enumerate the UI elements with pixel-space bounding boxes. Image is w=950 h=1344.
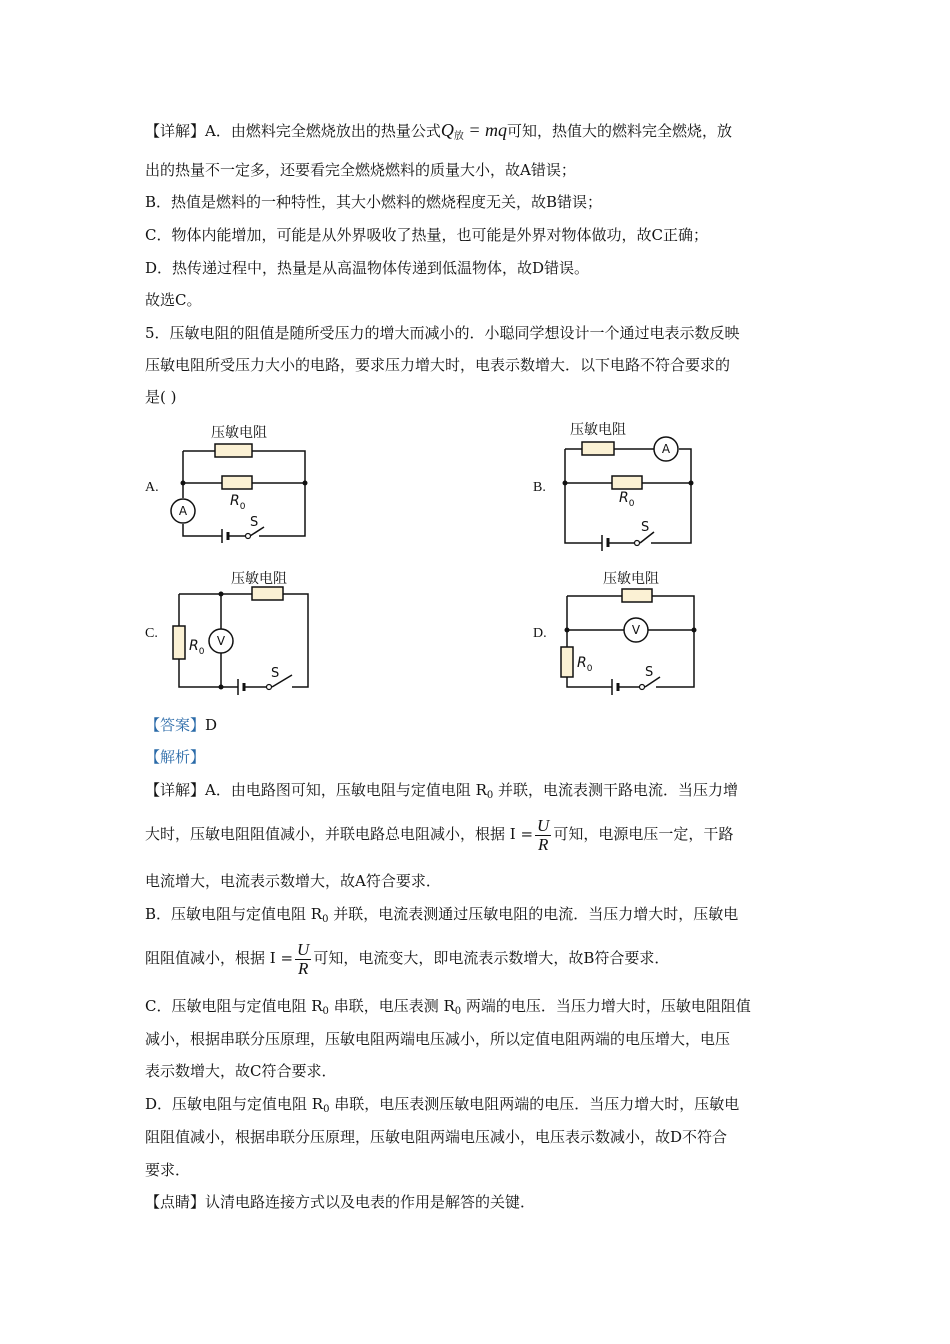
tip-line: 【点睛】认清电路连接方式以及电表的作用是解答的关键．: [145, 1193, 536, 1211]
r0-label-b: $R_0$: [619, 490, 635, 509]
detail-a-line-2: 大时，压敏电阻阻值减小，并联电路总电阻减小，根据 I = $\frac{U}{R}$ 可知，电源电压一定，干路: [145, 815, 734, 854]
ammeter-a: A: [178, 504, 188, 518]
ammeter-b: A: [661, 442, 671, 456]
analysis-tag: 【解析】: [145, 748, 206, 766]
sol4-option-c: C．物体内能增加，可能是从外界吸收了热量，也可能是外界对物体做功，故C正确；: [145, 226, 708, 244]
detail-c-line-3: 表示数增大，故C符合要求．: [145, 1062, 337, 1080]
formula-q: $Q_放$ = mq: [440, 120, 507, 142]
sensor-label-b: 压敏电阻: [570, 422, 626, 438]
detail-a-line-1: 【详解】A．由电路图可知，压敏电阻与定值电阻 $R_0$ 并联，电流表测干路电流．当压力增: [145, 781, 739, 801]
circuit-d: [561, 589, 694, 695]
q5-line-3: 是( ): [145, 388, 177, 406]
ohm-fraction-1: $\frac{U}{R}$: [537, 815, 550, 854]
detail-d-line-2: 阻阻值减小，根据串联分压原理，压敏电阻两端电压减小，电压表示数减小，故D不符合: [145, 1128, 728, 1146]
detail-a-line-3: 电流增大，电流表示数增大，故A符合要求．: [145, 872, 441, 890]
sol4-line-2: 出的热量不一定多，还要看完全燃烧燃料的质量大小，故A错误；: [145, 161, 576, 179]
r0-label-c: $R_0$: [189, 638, 205, 657]
sol4-answer: 故选C。: [145, 291, 202, 309]
answer-line: [145, 715, 217, 735]
detail-d-line-1: D．压敏电阻与定值电阻 $R_0$ 串联，电压表测压敏电阻两端的电压．当压力增大时，压敏电: [145, 1095, 740, 1115]
answer-tag: 【答案】: [145, 716, 206, 734]
sol4-option-b: B．热值是燃料的一种特性，其大小燃料的燃烧程度无关，故B错误；: [145, 193, 603, 211]
option-b-label: B.: [533, 480, 546, 495]
switch-label-c: S: [271, 666, 280, 681]
switch-label-a: S: [250, 515, 259, 530]
q5-line-2: 压敏电阻所受压力大小的电路，要求压力增大时，电表示数增大．以下电路不符合要求的: [145, 356, 731, 374]
switch-label-b: S: [641, 520, 650, 535]
voltmeter-c: V: [216, 634, 226, 648]
r0-label-a: $R_0$: [230, 493, 246, 512]
detail-b-line-2: 阻阻值减小，根据 I = $\frac{U}{R}$ 可知，电流变大，即电流表示数增大，故B符合要求．: [145, 939, 670, 978]
detail-c-line-1: C．压敏电阻与定值电阻 $R_0$ 串联，电压表测 $R_0$ 两端的电压．当压力增大时，压敏电阻阻值: [145, 997, 751, 1017]
voltmeter-d: V: [631, 623, 641, 637]
detail-d-line-3: 要求．: [145, 1161, 191, 1179]
q5-line-1: 5．压敏电阻的阻值是随所受压力的增大而减小的．小聪同学想设计一个通过电表示数反映: [145, 324, 740, 342]
detail-b-line-1: B．压敏电阻与定值电阻 $R_0$ 并联，电流表测通过压敏电阻的电流．当压力增大时，压敏电: [145, 905, 739, 925]
option-a-label: A.: [145, 480, 159, 495]
sensor-label-a: 压敏电阻: [211, 425, 267, 441]
r0-label-d: $R_0$: [577, 655, 593, 674]
switch-label-d: S: [645, 665, 654, 680]
option-d-label: D.: [533, 626, 547, 641]
sol4-option-d: D．热传递过程中，热量是从高温物体传递到低温物体，故D错误。: [145, 259, 590, 277]
detail-c-line-2: 减小，根据串联分压原理，压敏电阻两端电压减小，所以定值电阻两端的电压增大，电压: [145, 1030, 731, 1048]
sol4-line-1: 【详解】A．由燃料完全燃烧放出的热量公式$Q_放$ = mq可知，热值大的燃料完全燃烧，放: [145, 120, 733, 142]
sensor-label-d: 压敏电阻: [603, 571, 659, 587]
sensor-label-c: 压敏电阻: [231, 571, 287, 587]
option-c-label: C.: [145, 626, 158, 641]
ohm-fraction-2: $\frac{U}{R}$: [297, 939, 310, 978]
answer-value: D: [205, 716, 218, 734]
